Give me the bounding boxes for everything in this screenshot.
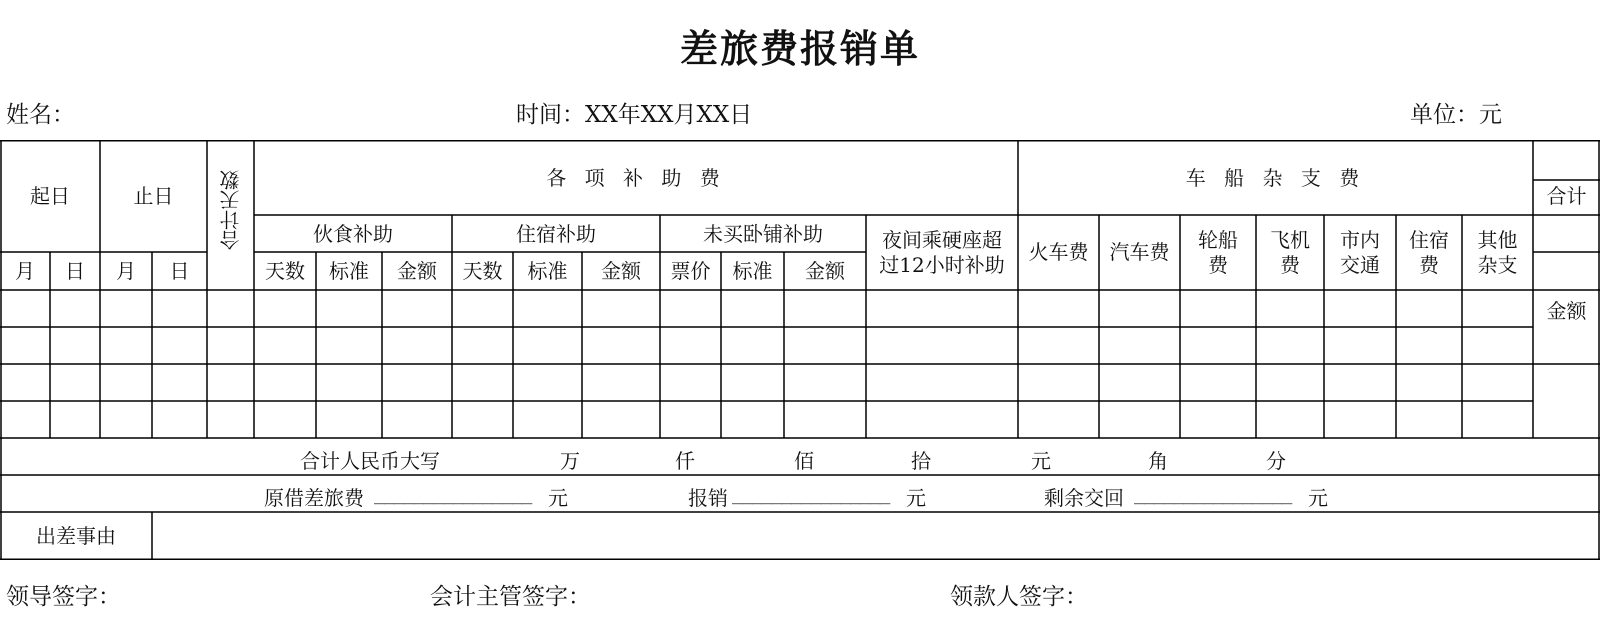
recipient-signature-label: 领款人签字： bbox=[950, 584, 1088, 610]
trip-reason-label: 出差事由 bbox=[36, 524, 116, 548]
unit-wan: 万 bbox=[560, 449, 580, 473]
returned-yuan: 元 bbox=[1308, 486, 1328, 510]
unit-jiao: 角 bbox=[1148, 449, 1168, 473]
end-day-header: 止日 bbox=[133, 184, 174, 208]
other-fee-line1: 其他 bbox=[1477, 228, 1518, 252]
reimbursed-label: 报销 bbox=[688, 486, 728, 510]
total-days-header bbox=[218, 165, 244, 255]
returned-blank[interactable]: ________________ bbox=[1134, 484, 1292, 505]
name-label: 姓名： bbox=[6, 102, 75, 128]
borrowed-label: 原借差旅费 bbox=[264, 486, 364, 510]
berth-fare-header: 票价 bbox=[670, 259, 711, 283]
total-header: 合计 bbox=[1546, 184, 1587, 208]
lodging-fee-line1: 住宿 bbox=[1409, 228, 1449, 252]
ship-fee-header bbox=[1180, 228, 1256, 278]
lodging-standard-header: 标准 bbox=[527, 259, 568, 283]
returned-label: 剩余交回 bbox=[1044, 486, 1124, 510]
lodging-days-header: 天数 bbox=[462, 259, 503, 283]
meal-subsidy-header: 伙食补助 bbox=[313, 222, 393, 246]
bus-fee-header: 汽车费 bbox=[1109, 240, 1170, 264]
trip-reason-field[interactable] bbox=[154, 514, 1598, 558]
city-transport-header bbox=[1324, 228, 1396, 278]
borrowed-blank[interactable]: ________________ bbox=[374, 484, 532, 505]
form-title: 差旅费报销单 bbox=[679, 26, 920, 71]
plane-fee-line2: 费 bbox=[1280, 253, 1300, 277]
end-month-header: 月 bbox=[116, 259, 136, 283]
end-day-sub-header: 日 bbox=[169, 259, 190, 283]
total-days-text: 合计天数 bbox=[219, 170, 243, 250]
start-month-header: 月 bbox=[15, 259, 35, 283]
lodging-fee-line2: 费 bbox=[1419, 253, 1439, 277]
meal-amount-header: 金额 bbox=[397, 259, 437, 283]
leader-signature-label: 领导签字： bbox=[6, 584, 121, 610]
time-label: 时间：XX年XX月XX日 bbox=[516, 102, 753, 128]
lodging-fee-header bbox=[1396, 228, 1462, 278]
transport-group-header: 车 船 杂 支 费 bbox=[1185, 166, 1366, 190]
unit-qian: 仟 bbox=[675, 449, 695, 473]
meal-days-header: 天数 bbox=[265, 259, 305, 283]
totals-rmb-label: 合计人民币大写 bbox=[300, 449, 440, 473]
start-day-sub-header: 日 bbox=[65, 259, 85, 283]
train-fee-header: 火车费 bbox=[1028, 240, 1089, 264]
start-day-header: 起日 bbox=[30, 184, 70, 208]
plane-fee-header bbox=[1256, 228, 1324, 278]
ship-fee-line1: 轮船 bbox=[1198, 228, 1238, 252]
unit-shi: 拾 bbox=[911, 449, 931, 473]
lodging-subsidy-header: 住宿补助 bbox=[516, 222, 596, 246]
accounting-signature-label: 会计主管签字： bbox=[430, 584, 591, 610]
unit-fen: 分 bbox=[1266, 449, 1286, 473]
city-transport-line2: 交通 bbox=[1340, 253, 1380, 277]
unit-label: 单位：元 bbox=[1410, 102, 1502, 128]
ship-fee-line2: 费 bbox=[1208, 253, 1228, 277]
meal-standard-header: 标准 bbox=[329, 259, 369, 283]
unit-yuan: 元 bbox=[1031, 449, 1051, 473]
no-berth-subsidy-header: 未买卧铺补助 bbox=[703, 222, 823, 246]
city-transport-line1: 市内 bbox=[1340, 228, 1380, 252]
borrowed-yuan: 元 bbox=[548, 486, 568, 510]
berth-standard-header: 标准 bbox=[732, 259, 773, 283]
lodging-amount-header: 金额 bbox=[601, 259, 641, 283]
other-fee-header bbox=[1462, 228, 1533, 278]
reimbursed-yuan: 元 bbox=[906, 486, 926, 510]
night-subsidy-header bbox=[866, 228, 1018, 278]
subsidies-group-header: 各 项 补 助 费 bbox=[546, 166, 726, 190]
total-amount-header: 金额 bbox=[1546, 299, 1587, 323]
berth-amount-header: 金额 bbox=[805, 259, 845, 283]
night-subsidy-line2: 过12小时补助 bbox=[879, 253, 1005, 277]
unit-bai: 佰 bbox=[794, 449, 814, 473]
plane-fee-line1: 飞机 bbox=[1270, 228, 1310, 252]
other-fee-line2: 杂支 bbox=[1477, 253, 1518, 277]
reimbursed-blank[interactable]: ________________ bbox=[732, 484, 890, 505]
night-subsidy-line1: 夜间乘硬座超 bbox=[882, 228, 1002, 252]
